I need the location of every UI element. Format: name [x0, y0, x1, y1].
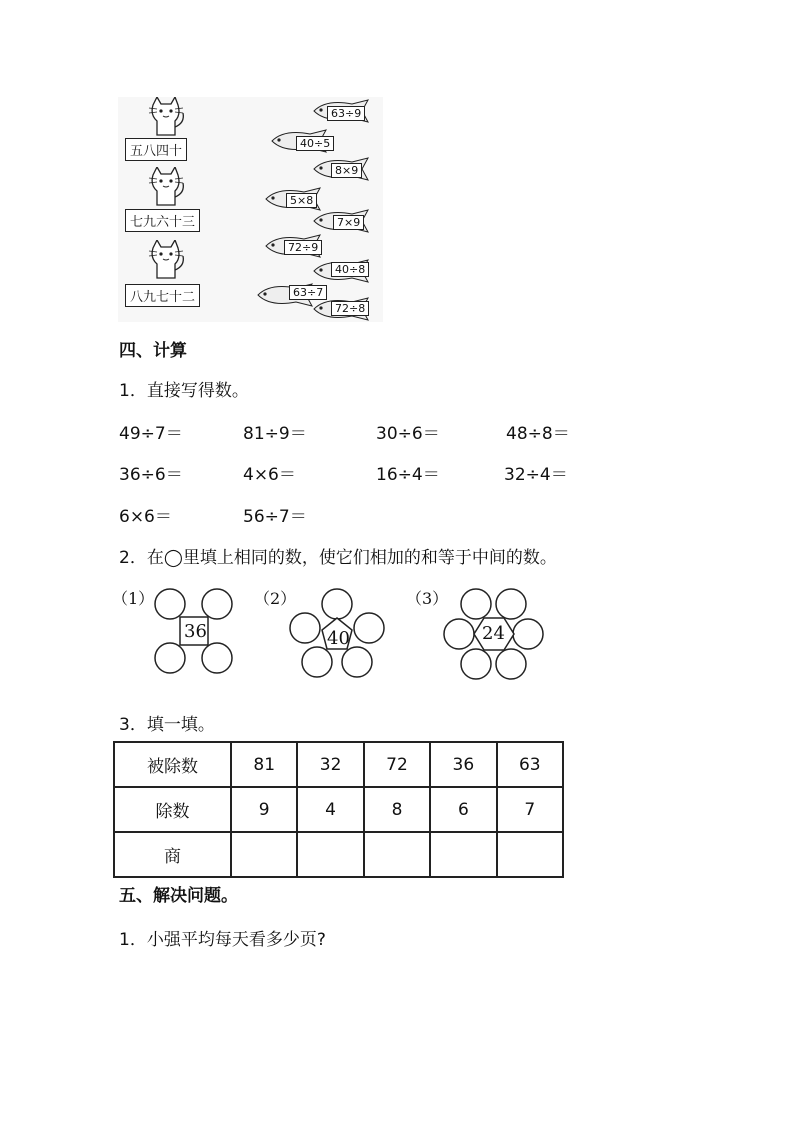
table-cell: 9 — [231, 787, 297, 832]
puzzle-center: 36 — [184, 621, 207, 642]
table-cell: 81 — [231, 742, 297, 787]
section5-title: 五、解决问题。 — [119, 886, 238, 906]
row-header: 除数 — [114, 787, 231, 832]
row-header: 被除数 — [114, 742, 231, 787]
expression: 36÷6＝ — [119, 465, 183, 485]
puzzle-label: （1） — [112, 589, 155, 608]
fish-label: 63÷9 — [327, 106, 365, 121]
table-cell: 7 — [497, 787, 563, 832]
expression: 81÷9＝ — [243, 424, 307, 444]
table-cell: 36 — [430, 742, 496, 787]
fish-label: 63÷7 — [289, 285, 327, 300]
fish-label: 40÷5 — [296, 136, 334, 151]
table-cell: 8 — [364, 787, 430, 832]
cat-icon — [145, 240, 189, 280]
answer-cell[interactable] — [364, 832, 430, 877]
q3-title: 3．填一填。 — [119, 715, 215, 735]
expression: 48÷8＝ — [506, 424, 570, 444]
cat-icon — [145, 167, 189, 207]
table-row — [114, 832, 563, 877]
answer-cell[interactable] — [297, 832, 363, 877]
table-cell: 32 — [297, 742, 363, 787]
section4-title: 四、计算 — [119, 341, 187, 361]
fish-label: 5×8 — [286, 193, 317, 208]
table-cell: 6 — [430, 787, 496, 832]
expression: 56÷7＝ — [243, 507, 307, 527]
expression: 32÷4＝ — [504, 465, 568, 485]
table-cell: 4 — [297, 787, 363, 832]
cat-label: 五八四十 — [125, 138, 187, 161]
table-cell: 63 — [497, 742, 563, 787]
fish-label: 8×9 — [331, 163, 362, 178]
fish-label: 72÷8 — [331, 301, 369, 316]
row-header: 商 — [114, 832, 231, 877]
fish-label: 72÷9 — [284, 240, 322, 255]
answer-cell[interactable] — [497, 832, 563, 877]
expression: 4×6＝ — [243, 465, 296, 485]
answer-cell[interactable] — [430, 832, 496, 877]
expression: 6×6＝ — [119, 507, 172, 527]
fish-label: 40÷8 — [331, 262, 369, 277]
fill-table — [113, 741, 564, 878]
answer-cell[interactable] — [231, 832, 297, 877]
puzzle-label: （3） — [406, 589, 449, 608]
puzzle-center: 40 — [327, 628, 350, 649]
table-cell: 72 — [364, 742, 430, 787]
expression: 49÷7＝ — [119, 424, 183, 444]
expression: 16÷4＝ — [376, 465, 440, 485]
table-row — [114, 787, 563, 832]
expression: 30÷6＝ — [376, 424, 440, 444]
table-row — [114, 742, 563, 787]
cat-label: 八九七十二 — [125, 284, 200, 307]
cat-label: 七九六十三 — [125, 209, 200, 232]
puzzle-label: （2） — [254, 589, 297, 608]
fish-label: 7×9 — [333, 215, 364, 230]
q2-title: 2．在◯里填上相同的数，使它们相加的和等于中间的数。 — [119, 548, 557, 568]
cat-icon — [145, 97, 189, 137]
q1-title: 1．直接写得数。 — [119, 381, 249, 401]
puzzle-center: 24 — [482, 623, 505, 644]
q5-1-title: 1．小强平均每天看多少页? — [119, 930, 326, 950]
